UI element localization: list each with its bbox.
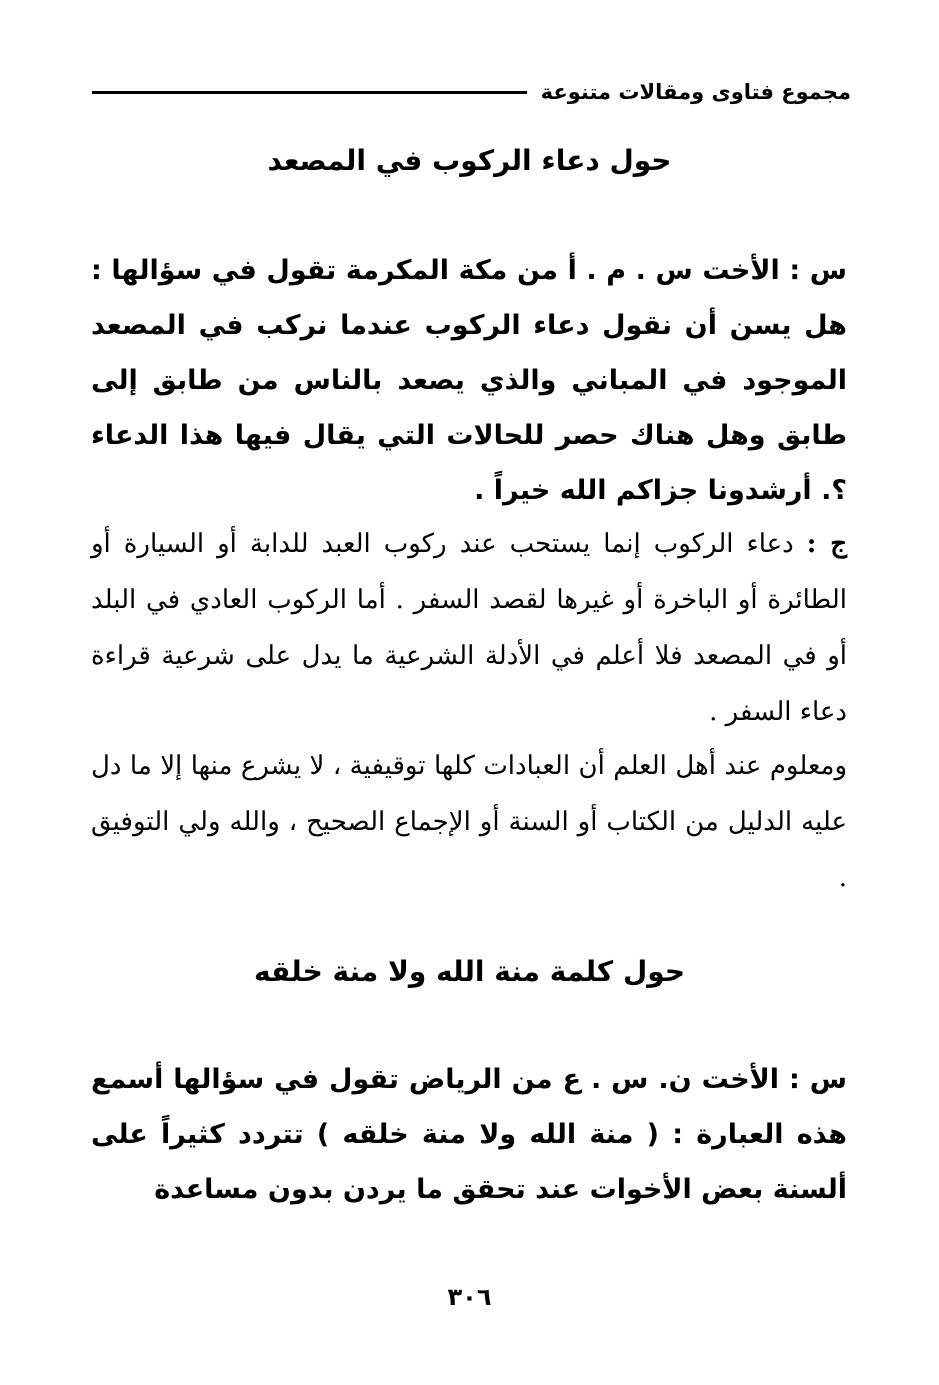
- question-paragraph-1: [91, 243, 847, 518]
- page-number: ٣٠٦: [447, 1283, 492, 1311]
- question-text: الأخت س . م . أ من مكة المكرمة تقول في سؤالها : هل يسن أن نقول دعاء الركوب عندما نركب في المصعد الموجود في المباني والذي يصعد بالناس من طابق إلى طابق وهل هناك حصر للحالات التي يقال فيها هذا الدعاء ؟. أرشدونا جزاكم الله خيراً .: [91, 255, 847, 506]
- note-paragraph-1: [91, 738, 847, 906]
- question-text: الأخت ن. س . ع من الرياض تقول في سؤالها أسمع هذه العبارة : ( منة الله ولا منة خلقه ) تتردد كثيراً على ألسنة بعض الأخوات عند تحقق ما يردن بدون مساعدة: [91, 1064, 847, 1205]
- section-heading-divine-favor: حول كلمة منة الله ولا منة خلقه: [254, 955, 685, 988]
- note-text: ومعلوم عند أهل العلم أن العبادات كلها توقيفية ، لا يشرع منها إلا ما دل عليه الدليل من الكتاب أو السنة أو الإجماع الصحيح ، والله ولي التوفيق .: [91, 751, 847, 893]
- running-header-rule: [92, 91, 527, 94]
- running-header-title: مجموع فتاوى ومقالات متنوعة: [540, 80, 851, 104]
- question-marker: س :: [788, 1064, 847, 1095]
- answer-text: دعاء الركوب إنما يستحب عند ركوب العبد للدابة أو السيارة أو الطائرة أو الباخرة أو غيرها لقصد السفر . أما الركوب العادي في البلد أو في المصعد فلا أعلم في الأدلة الشرعية ما يدل على شرعية قراءة دعاء السفر .: [91, 529, 847, 727]
- answer-marker: ج :: [806, 529, 847, 559]
- section-heading-elevator-prayer: حول دعاء الركوب في المصعد: [267, 144, 672, 177]
- question-paragraph-2: [91, 1052, 847, 1217]
- question-marker: س :: [789, 255, 847, 286]
- answer-paragraph-1: [91, 516, 847, 740]
- running-header: [92, 72, 851, 112]
